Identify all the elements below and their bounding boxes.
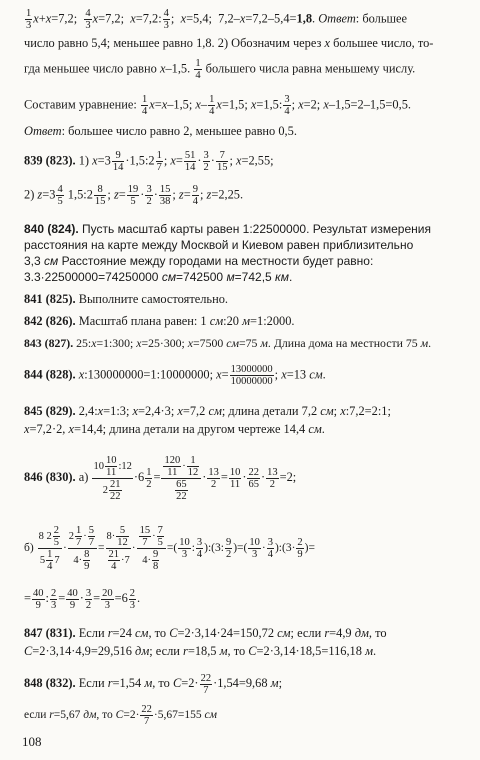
problem-839-line-2: 2) z=3 $\frac{4}{5}$ 1,5:2 $\frac{8}{15}$ ; z= $\frac{19}{5}$ · $\frac{3}{2}$ · $\frac{15}{38}$ ; z= $\frac{9}{4}$ ; z=2,25. (24, 184, 244, 208)
text-line-4: Составим уравнение: $\frac{1}{4}$ x=x–1,5; x– $\frac{1}{4}$ x=1,5; x=1,5: $\frac{3}{4}$ ; x=2; x–1,5=2–1,5=0,5. (24, 94, 411, 118)
problem-846-b-result: = $\frac{40}{9}$ : $\frac{2}{3}$ = $\frac{40}{9}$ · $\frac{3}{2}$ = $\frac{20}{3}$ =6 $\frac{2}{3}$ . (24, 587, 141, 611)
problem-847-line-1: 847 (831). Если r=24 см, то C=2·3,14·24=150,72 см; если r=4,9 дм, то (24, 626, 387, 640)
problem-847-line-2: C=2·3,14·4,9=29,516 дм; если r=18,5 м, то C=2·3,14·18,5=116,18 м. (24, 644, 377, 658)
problem-841: 841 (825). Выполните самостоятельно. (24, 292, 229, 306)
problem-840-line-1: 840 (824). Пусть масштаб карты равен 1:22500000. Результат измерения (24, 222, 431, 236)
problem-848-line-2: если r=5,67 дм, то C=2· $\frac{22}{7}$ ·5,67=155 см (24, 703, 217, 727)
problem-844: 844 (828). x:130000000=1:10000000; x= $\frac{13000000}{10000000}$ ; x=13 см. (24, 364, 326, 388)
text-line-1: $\frac{1}{3}$ x+x=7,2; $\frac{4}{3}$ x=7,2; x=7,2: $\frac{4}{3}$ ; x=5,4; 7,2–x=7,2–5,4=1,8. Ответ: большее (26, 8, 408, 32)
text-line-5: Ответ: большее число равно 2, меньшее равно 0,5. (24, 124, 297, 138)
problem-846-a: 846 (830). а) 10 $\frac{10}{11}$ :12 2 $\frac{21}{22}$ ·6 $\frac{1}{2}$ = $\frac{120}{11}$ · $\frac{1}{12}$ $\frac{65}{22}$ · $\frac{13}{2}$ = $\frac{10}{11}$ · $\frac{22}{65}$ · $\frac{13}{2}$ =2; (24, 454, 297, 502)
text-line-2: число равно 5,4; меньшее равно 1,8. 2) Обозначим через x большее число, то- (24, 36, 434, 50)
text-line-3: гда меньшее число равно x–1,5. $\frac{1}{4}$ большего числа равна меньшему числу. (24, 58, 416, 82)
problem-840-line-4: 3.3·22500000=74250000 см=742500 м=742,5 км. (24, 270, 293, 284)
problem-839-line-1: 839 (823). 1) x=3 $\frac{9}{14}$ ·1,5:2 $\frac{1}{7}$ ; x= $\frac{51}{14}$ · $\frac{3}{2}$ · $\frac{7}{15}$ ; x=2,55; (24, 150, 274, 174)
problem-843: 843 (827). 25:x=1:300; x=25·300; x=7500 см=75 м. Длина дома на местности 75 м. (24, 336, 432, 350)
problem-845-line-1: 845 (829). 2,4:x=1:3; x=2,4·3; x=7,2 см; длина детали 7,2 см; x:7,2=2:1; (24, 404, 391, 418)
page-number: 108 (22, 734, 42, 749)
problem-848-line-1: 848 (832). Если r=1,54 м, то C=2· $\frac{22}{7}$ ·1,54=9,68 м; (24, 672, 283, 696)
problem-840-line-2: расстояния на карте между Москвой и Киевом равен приблизительно (24, 238, 414, 252)
problem-842: 842 (826). Масштаб плана равен: 1 см:20 м=1:2000. (24, 314, 295, 328)
problem-846-b: б) 8 2 $\frac{2}{5}$ 5 $\frac{1}{4}$ 7 · 2 $\frac{1}{7}$ · $\frac{5}{7}$ 4· $\frac{8}{9}$ = 8· $\frac{5}{12}$ $\frac{21}{4}$ ·7 · $\frac{15}{7}$ · $\frac{7}{5}$ 4· $\frac{9}{8}$ =( $\frac{10}{3}$ : $\frac{3}{4}$ ):(3: $\frac{9}{2}$ )=( $\frac{10}{3}$ · $\frac{3}{4}$ ):(3· $\frac{2}{9}$ )= (24, 524, 315, 572)
problem-840-line-3: 3,3 см Расстояние между городами на местности будет равно: (24, 254, 374, 268)
problem-845-line-2: x=7,2·2, x=14,4; длина детали на другом чертеже 14,4 см. (24, 422, 325, 436)
